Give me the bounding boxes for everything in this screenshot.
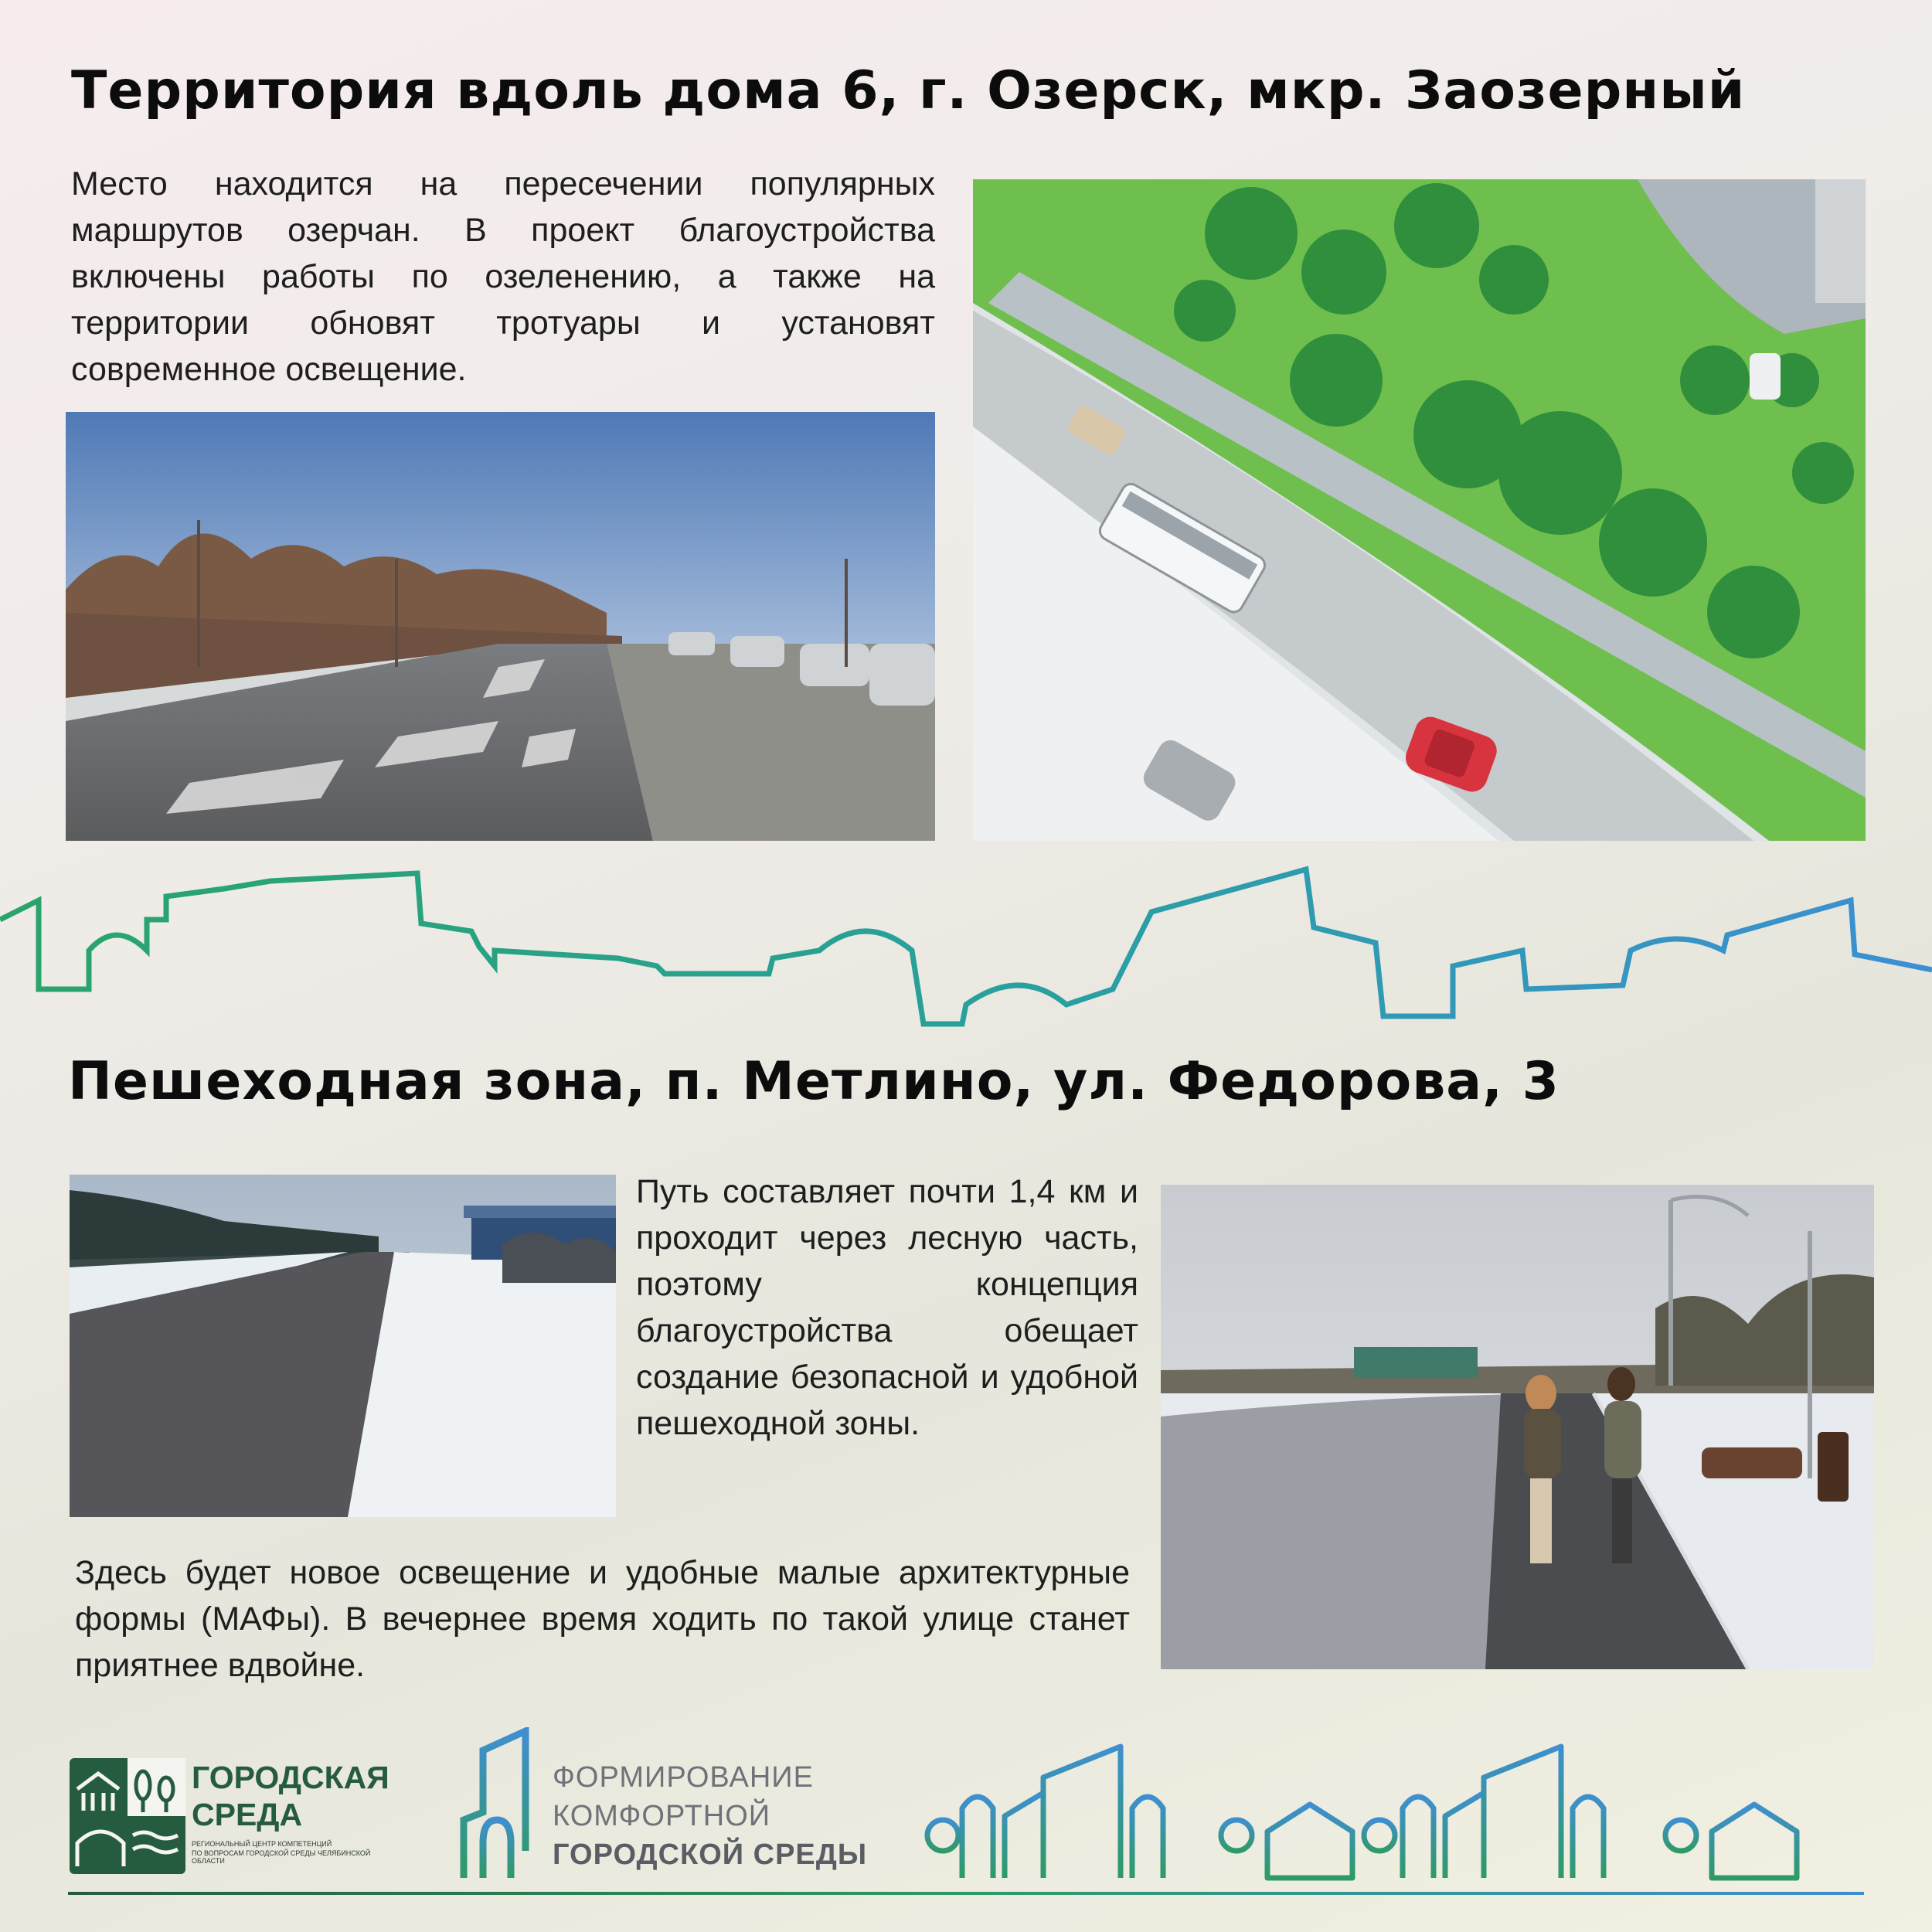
logo1-subtitle2: ПО ВОПРОСАМ ГОРОДСКОЙ СРЕДЫ ЧЕЛЯБИНСКОЙ ОБЛАСТИ [192, 1849, 371, 1865]
logo-formirovanie [452, 1727, 885, 1882]
logo-building-icon [452, 1727, 537, 1882]
photo-road-current [66, 412, 935, 841]
logo2-line2: КОМФОРТНОЙ [553, 1800, 771, 1832]
section2-description: Путь составляет почти 1,4 км и проходит через лесную часть, поэтому концепция благоустройства обещает создание безопасной и удобной пешеходной зоны. [636, 1173, 1138, 1442]
section2-title: Пешеходная зона, п. Метлино, ул. Федорова, 3 [68, 1051, 1560, 1112]
logo1-line2: СРЕДА [192, 1797, 303, 1832]
logo2-line3: ГОРОДСКОЙ СРЕДЫ [553, 1838, 868, 1871]
section1-title: Территория вдоль дома 6, г. Озерск, мкр. Заозерный [71, 60, 1746, 121]
city-icons-decoration [920, 1731, 1870, 1886]
logo-emblem-icon [70, 1758, 185, 1874]
section1-description: Место находится на пересечении популярных маршрутов озерчан. В проект благоустройства включены работы по озеленению, а также на территории обновят тротуары и установят современное освещение. [71, 165, 935, 388]
logo1-subtitle1: РЕГИОНАЛЬНЫЙ ЦЕНТР КОМПЕТЕНЦИЙ [192, 1840, 332, 1848]
logo1-line1: ГОРОДСКАЯ [192, 1760, 389, 1795]
section2-description-2: Здесь будет новое освещение и удобные малые архитектурные формы (МАФы). В вечернее время ходить по такой улице станет приятнее вдвойне. [75, 1554, 1130, 1684]
logo-gorodskaya-sreda [70, 1758, 394, 1874]
footer-divider [68, 1892, 1864, 1895]
photo-snow-road [70, 1175, 616, 1517]
skyline-divider [0, 858, 1932, 1028]
render-park-concept [973, 179, 1866, 841]
render-pedestrian-path [1161, 1185, 1874, 1669]
logo2-line1: ФОРМИРОВАНИЕ [553, 1761, 814, 1794]
